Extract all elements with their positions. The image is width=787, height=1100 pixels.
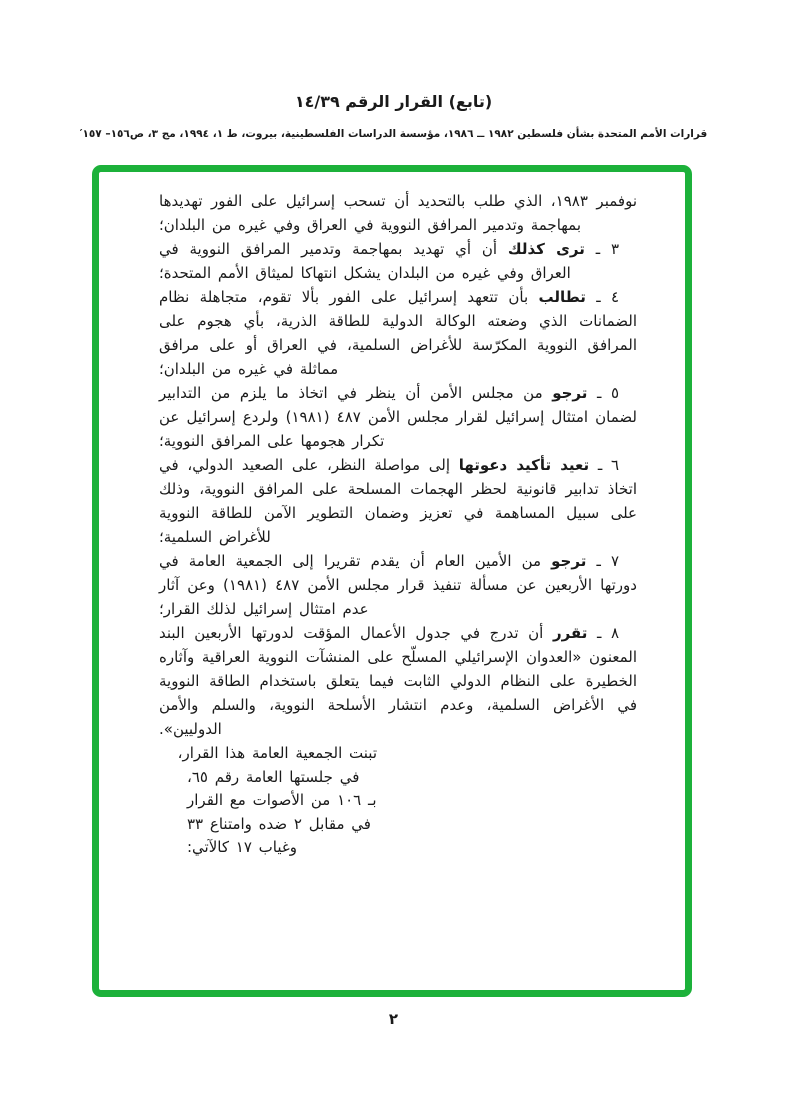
adoption-note-line: وغياب ١٧ كالآتي: [187, 838, 297, 856]
paragraph-lead: تعيد تأكيد دعوتها [458, 456, 590, 474]
page-number: ٢ [388, 1010, 399, 1028]
resolution-body [159, 189, 637, 860]
body-paragraph: ٣ ـ ترى كذلك أن أي تهديد بمهاجمة وتدمير المرافق النووية في العراق وفي غيره من البلدان يشكل انتهاكا لميثاق الأمم المتحدة؛ [159, 240, 619, 282]
body-paragraph: ٤ ـ تطالب بأن تتعهد إسرائيل على الفور بألا تقوم، متجاهلة نظام الضمانات الذي وضعته الوكالة الدولية للطاقة الذرية، بأي هجوم على المرافق النووية المكرّسة للأغراض السلمية، في العراق أو على مرافق مماثلة في غيره من البلدان؛ [159, 288, 637, 378]
adoption-note-line: بـ ١٠٦ من الأصوات مع القرار [187, 791, 377, 809]
source-citation: قرارات الأمم المتحدة بشأن فلسطين ١٩٨٢ ــ ١٩٨٦، مؤسسة الدراسات الفلسطينية، بيروت، ط ١، ١٩٩٤، مج ٣، ص١٥٦– ١٥٧′ [79, 128, 708, 140]
body-paragraph: ٨ ـ تقرر أن تدرج في جدول الأعمال المؤقت لدورتها الأربعين البند المعنون «العدوان الإسرائيلي المسلّح على المنشآت النووية العراقية وآثاره الخطيرة على النظام الدولي الثابت فيما يتعلق باستخدام الطاقة النووية في الأغراض السلمية، وعدم انتشار الأسلحة النووية، والسلم والأمن الدوليين». [159, 624, 637, 738]
adoption-note [177, 742, 377, 860]
body-paragraph: نوفمبر ١٩٨٣، الذي طلب بالتحديد أن تسحب إسرائيل على الفور تهديدها بمهاجمة وتدمير المرافق النووية في العراق وفي غيره من البلدان؛ [159, 192, 637, 234]
paragraph-lead: ترجو [551, 552, 587, 570]
paragraph-lead: ترى كذلك [507, 240, 585, 258]
page-title: (تابع) القرار الرقم ١٤/٣٩ [294, 92, 493, 111]
adoption-note-line: في جلستها العامة رقم ٦٥، [187, 767, 360, 786]
adoption-note-line: تبنت الجمعية العامة هذا القرار، [177, 744, 377, 762]
adoption-note-line: في مقابل ٢ ضده وامتناع ٣٣ [187, 814, 371, 833]
paragraph-lead: تقرر [552, 624, 588, 642]
paragraph-lead: تطالب [538, 288, 586, 306]
body-paragraph: ٥ ـ ترجو من مجلس الأمن أن ينظر في اتخاذ ما يلزم من التدابير لضمان امتثال إسرائيل لقرار مجلس الأمن ٤٨٧ (١٩٨١) ولردع إسرائيل عن تكرار هجومها على المرافق النووية؛ [159, 384, 637, 450]
body-paragraph: ٧ ـ ترجو من الأمين العام أن يقدم تقريرا إلى الجمعية العامة في دورتها الأربعين عن مسألة تنفيذ قرار مجلس الأمن ٤٨٧ (١٩٨١) وعن آثار عدم امتثال إسرائيل لذلك القرار؛ [159, 552, 637, 618]
paragraph-lead: ترجو [552, 384, 588, 402]
body-paragraph: ٦ ـ تعيد تأكيد دعوتها إلى مواصلة النظر، على الصعيد الدولي، في اتخاذ تدابير قانونية لحظر الهجمات المسلحة على المرافق النووية، وذلك على سبيل المساهمة في تعزيز وضمان التطوير الآمن للطاقة النووية للأغراض السلمية؛ [159, 456, 637, 546]
highlight-frame [92, 165, 692, 997]
